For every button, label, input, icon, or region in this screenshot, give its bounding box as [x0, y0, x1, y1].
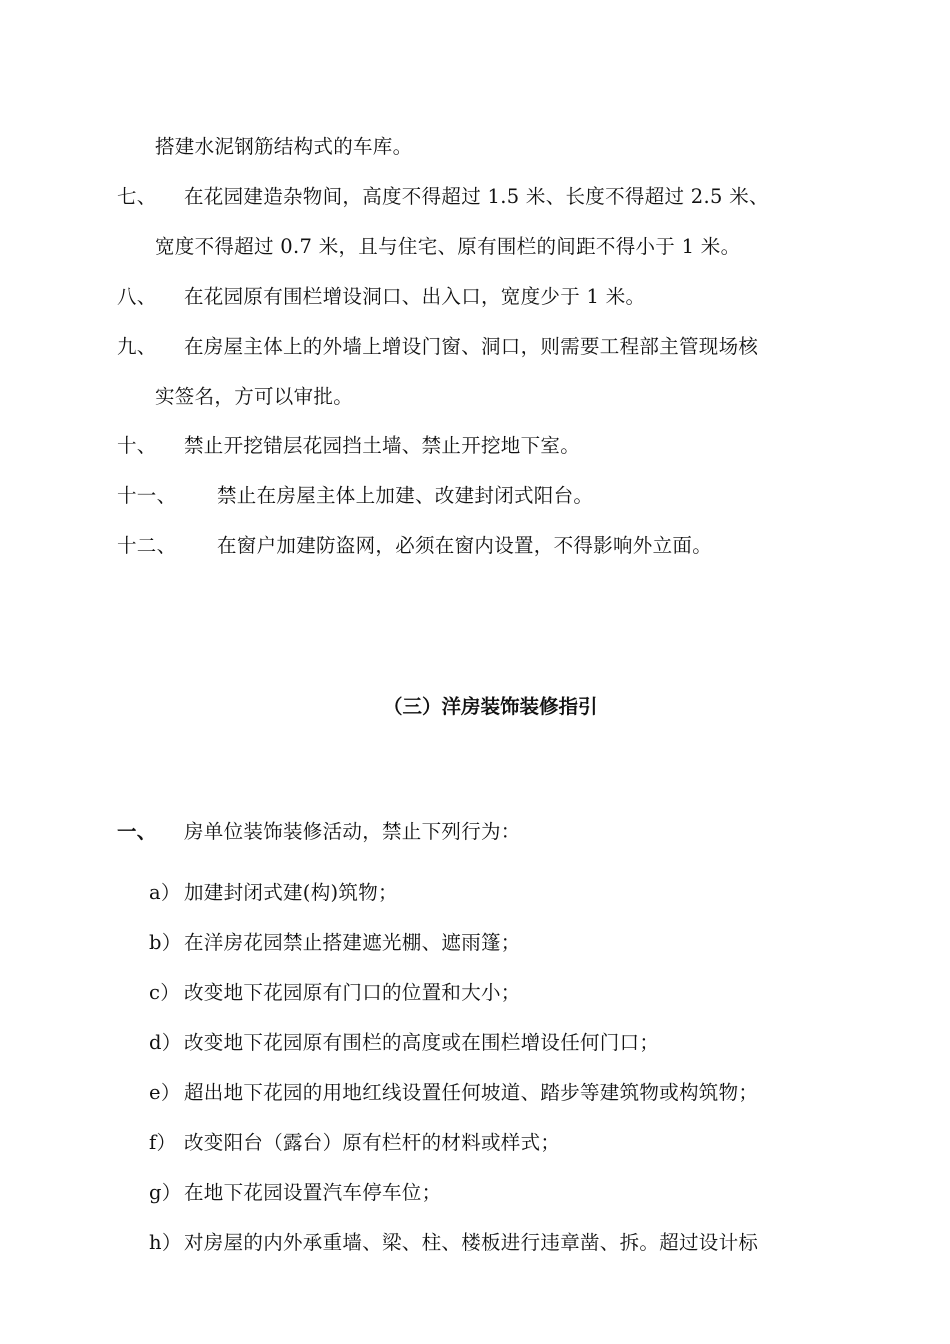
sub-item-label: b）: [149, 931, 182, 954]
sub-item-label: f）: [149, 1131, 177, 1154]
section-title: （三）洋房装饰装修指引: [383, 695, 598, 718]
rule-number: 十二、: [117, 534, 177, 557]
sub-item-text: 改变地下花园原有围栏的高度或在围栏增设任何门口；: [184, 1031, 660, 1054]
rule-number: 十、: [117, 434, 157, 457]
rule-text: 在花园原有围栏增设洞口、出入口，宽度少于 1 米。: [184, 285, 646, 308]
rule-number: 十一、: [117, 484, 177, 507]
rule-number: 八、: [117, 285, 157, 308]
rule-text: 在房屋主体上的外墙上增设门窗、洞口，则需要工程部主管现场核: [184, 335, 759, 358]
sub-item-text: 加建封闭式建(构)筑物；: [184, 881, 398, 904]
sub-item-label: c）: [149, 981, 181, 1004]
rule-text-continued: 宽度不得超过 0.7 米，且与住宅、原有围栏的间距不得小于 1 米。: [155, 235, 741, 258]
continuation-text: 搭建水泥钢筋结构式的车库。: [155, 135, 413, 158]
sub-item-text: 改变地下花园原有门口的位置和大小；: [184, 981, 521, 1004]
sub-item-text: 超出地下花园的用地红线设置任何坡道、踏步等建筑物或构筑物；: [184, 1081, 759, 1104]
item-text: 房单位装饰装修活动，禁止下列行为：: [184, 820, 521, 843]
rule-text: 在花园建造杂物间，高度不得超过 1.5 米、长度不得超过 2.5 米、: [184, 185, 769, 208]
rule-number: 九、: [117, 335, 157, 358]
rule-text-continued: 实签名，方可以审批。: [155, 385, 354, 408]
sub-item-label: d）: [149, 1031, 182, 1054]
sub-item-label: a）: [149, 881, 181, 904]
rule-text: 禁止在房屋主体上加建、改建封闭式阳台。: [217, 484, 594, 507]
sub-item-text: 对房屋的内外承重墙、梁、柱、楼板进行违章凿、拆。超过设计标: [184, 1231, 759, 1254]
rule-text: 在窗户加建防盗网，必须在窗内设置，不得影响外立面。: [217, 534, 713, 557]
rule-number: 七、: [117, 185, 157, 208]
sub-item-text: 改变阳台（露台）原有栏杆的材料或样式；: [184, 1131, 561, 1154]
sub-item-label: g）: [149, 1181, 182, 1204]
sub-item-text: 在洋房花园禁止搭建遮光棚、遮雨篷；: [184, 931, 521, 954]
sub-item-label: h）: [149, 1231, 182, 1254]
sub-item-label: e）: [149, 1081, 181, 1104]
rule-text: 禁止开挖错层花园挡土墙、禁止开挖地下室。: [184, 434, 581, 457]
sub-item-text: 在地下花园设置汽车停车位；: [184, 1181, 442, 1204]
item-number: 一、: [117, 820, 157, 843]
